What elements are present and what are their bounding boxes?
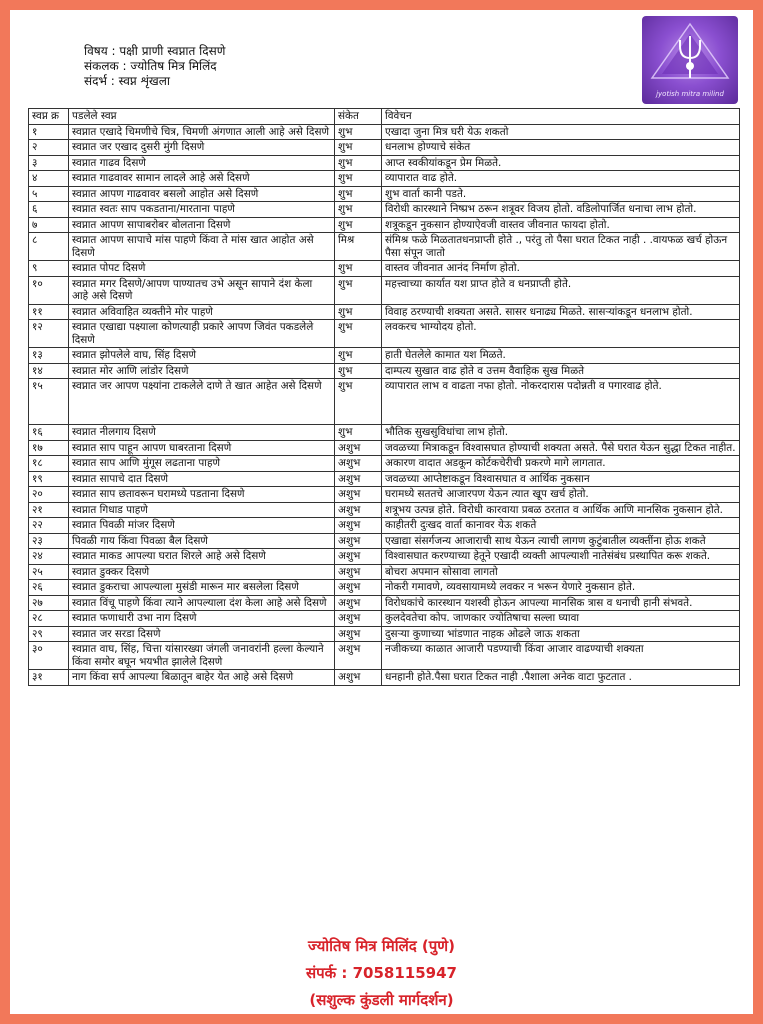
table-row [29,440,740,456]
table-row [29,564,740,580]
table-row [29,124,740,140]
sign-cell: मिश्र [335,233,382,261]
meaning-cell: भौतिक सुखसुविधांचा लाभ होतो. [382,425,740,441]
dream-cell: स्वप्नात गाढव दिसणे [69,155,335,171]
dream-cell: स्वप्नात पोपट दिसणे [69,261,335,277]
row-number: ३० [29,642,69,670]
dream-cell: स्वप्नात अविवाहित व्यक्तीने मोर पाहणे [69,304,335,320]
meaning-cell: नोकरी गमावणे, व्यवसायामध्ये लवकर न भरून येणारे नुकसान होते. [382,580,740,596]
row-number: २० [29,487,69,503]
dream-cell: स्वप्नात नीलगाय दिसणे [69,425,335,441]
table-row [29,233,740,261]
table-row [29,549,740,565]
table-row [29,456,740,472]
footer-name: ज्योतिष मित्र मिलिंद (पुणे) [307,937,456,955]
dream-cell: स्वप्नात वाघ, सिंह, चित्ता यांसारख्या जंगली जनावरांनी हल्ला केल्याने किंवा समोर बघून भयभीत झालेले दिसणे [69,642,335,670]
meaning-cell: आप्त स्वकीयांकडून प्रेम मिळते. [382,155,740,171]
meaning-cell: व्यापारात वाढ होते. [382,171,740,187]
table-row [29,626,740,642]
table-row [29,471,740,487]
row-number: ५ [29,186,69,202]
row-number: ७ [29,217,69,233]
row-number: २५ [29,564,69,580]
meaning-cell: दुसऱ्या कुणाच्या भांडणात नाहक ओढले जाऊ शकता [382,626,740,642]
row-number: ४ [29,171,69,187]
dream-cell: स्वप्नात साप पाहून आपण घाबरताना दिसणे [69,440,335,456]
dream-table [28,108,740,686]
meaning-cell: शुभ वार्ता कानी पडते. [382,186,740,202]
sign-cell: अशुभ [335,456,382,472]
dream-cell: स्वप्नात पिवळी मांजर दिसणे [69,518,335,534]
table-row [29,217,740,233]
meaning-cell: शत्रूकडून नुकसान होण्याऐवजी वास्तव जीवनात फायदा होतो. [382,217,740,233]
row-number: २२ [29,518,69,534]
sign-cell: शुभ [335,320,382,348]
sign-cell: अशुभ [335,440,382,456]
meaning-cell: वास्तव जीवनात आनंद निर्माण होतो. [382,261,740,277]
table-row [29,533,740,549]
sign-cell: शुभ [335,202,382,218]
dream-cell: स्वप्नात मोर आणि लांडोर दिसणे [69,363,335,379]
sign-cell: अशुभ [335,626,382,642]
sign-cell: अशुभ [335,487,382,503]
row-number: २६ [29,580,69,596]
meaning-cell: नजीकच्या काळात आजारी पडण्याची किंवा आजार वाढण्याची शक्यता [382,642,740,670]
row-number: १६ [29,425,69,441]
dream-cell: स्वप्नात एखादे चिमणीचे चित्र, चिमणी अंगणात आली आहे असे दिसणे [69,124,335,140]
table-row [29,502,740,518]
table-row [29,379,740,425]
meaning-cell: जवळच्या मित्राकडून विश्वासघात होण्याची शक्यता असते. पैसे घरात येऊन सुद्धा टिकत नाहीत. [382,440,740,456]
row-number: २१ [29,502,69,518]
row-number: १८ [29,456,69,472]
meaning-cell: व्यापारात लाभ व वाढता नफा होतो. नोकरदारास पदोन्नती व पगारवाढ होते. [382,379,740,425]
sign-cell: अशुभ [335,642,382,670]
dream-cell: स्वप्नात झोपलेले वाघ, सिंह दिसणे [69,348,335,364]
header-meaning: विवेचन [382,109,740,125]
dream-cell: स्वप्नात माकड आपल्या घरात शिरले आहे असे दिसणे [69,549,335,565]
row-number: १२ [29,320,69,348]
table-row [29,642,740,670]
meaning-cell: अकारण वादात अडकून कोर्टकचेरीची प्रकरणे मागे लागतात. [382,456,740,472]
dream-cell: स्वप्नात डुक्कर दिसणे [69,564,335,580]
footer-service: (सशुल्क कुंडली मार्गदर्शन) [309,991,454,1009]
meaning-cell: धनहानी होते.पैसा घरात टिकत नाही .पैशाला अनेक वाटा फुटतात . [382,670,740,686]
sign-cell: शुभ [335,186,382,202]
document-header [84,44,225,89]
table-row [29,518,740,534]
meaning-cell: विश्वासघात करण्याच्या हेतूने एखादी व्यक्ती आपल्याशी नातेसंबंध प्रस्थापित करू शकते. [382,549,740,565]
meaning-cell: महत्त्वाच्या कार्यात यश प्राप्त होते व धनप्राप्ती होते. [382,276,740,304]
brand-logo [642,16,738,104]
row-number: २४ [29,549,69,565]
dream-cell: स्वप्नात जर आपण पक्ष्यांना टाकलेले दाणे ते खात आहेत असे दिसणे [69,379,335,425]
meaning-cell: दाम्पत्य सुखात वाढ होते व उत्तम वैवाहिक सुख मिळते [382,363,740,379]
subject-line: विषय : पक्षी प्राणी स्वप्नात दिसणे [84,44,226,58]
sign-cell: अशुभ [335,611,382,627]
table-row [29,595,740,611]
dream-cell: स्वप्नात जर एखाद दुसरी मुंगी दिसणे [69,140,335,156]
meaning-cell: विवाह ठरण्याची शक्यता असते. सासर धनाढ्य मिळते. सासऱ्यांकडून धनलाभ होतो. [382,304,740,320]
header-dream: पडलेले स्वप्न [69,109,335,125]
meaning-cell: विरोधी कारस्थाने निष्प्रभ ठरून शत्रूवर विजय होतो. वडिलोपार्जित धनाचा लाभ होतो. [382,202,740,218]
meaning-cell: हाती घेतलेले कामात यश मिळते. [382,348,740,364]
dream-cell: स्वप्नात जर सरडा दिसणे [69,626,335,642]
meaning-cell: संमिश्र फळे मिळतातधनप्राप्ती होते ., परंतु तो पैसा घरात टिकत नाही . .वायफळ खर्च होऊन पैसा संपून जातो [382,233,740,261]
meaning-cell: एखाद्या संसर्गजन्य आजाराची साथ येऊन त्याची लागण कुटुंबातील व्यक्तींना होऊ शकते [382,533,740,549]
table-row [29,202,740,218]
row-number: ३ [29,155,69,171]
table-row [29,171,740,187]
sign-cell: अशुभ [335,502,382,518]
table-row [29,140,740,156]
row-number: २९ [29,626,69,642]
meaning-cell: एखादा जुना मित्र घरी येऊ शकतो [382,124,740,140]
sign-cell: शुभ [335,261,382,277]
row-number: ८ [29,233,69,261]
sign-cell: शुभ [335,425,382,441]
meaning-cell: शत्रूभय उत्पन्न होते. विरोधी कारवाया प्रबळ ठरतात व आर्थिक आणि मानसिक नुकसान होते. [382,502,740,518]
dream-cell: स्वप्नात गिधाड पाहणे [69,502,335,518]
sign-cell: अशुभ [335,549,382,565]
row-number: १७ [29,440,69,456]
row-number: १४ [29,363,69,379]
table-row [29,186,740,202]
row-number: २८ [29,611,69,627]
table-row [29,261,740,277]
sign-cell: अशुभ [335,595,382,611]
row-number: २ [29,140,69,156]
sign-cell: अशुभ [335,564,382,580]
meaning-cell: बोचरा अपमान सोसावा लागतो [382,564,740,580]
dream-cell: स्वप्नात साप छतावरून घरामध्ये पडताना दिसणे [69,487,335,503]
table-row [29,611,740,627]
sign-cell: शुभ [335,140,382,156]
meaning-cell: विरोधकांचे कारस्थान यशस्वी होऊन आपल्या मानसिक त्रास व धनाची हानी संभवते. [382,595,740,611]
dream-cell: स्वप्नात विंचू पाहणे किंवा त्याने आपल्याला दंश केला आहे असे दिसणे [69,595,335,611]
dream-cell: स्वप्नात डुकराचा आपल्याला मुसंडी मारून मार बसलेला दिसणे [69,580,335,596]
footer-contact: संपर्क : 7058115947 [306,964,457,982]
row-number: ६ [29,202,69,218]
meaning-cell: घरामध्ये सततचे आजारपण येऊन त्यात खूप खर्च होतो. [382,487,740,503]
table-row [29,320,740,348]
sign-cell: शुभ [335,171,382,187]
table-row [29,276,740,304]
sign-cell: शुभ [335,363,382,379]
sign-cell: अशुभ [335,471,382,487]
sign-cell: अशुभ [335,580,382,596]
logo-label: jyotish mitra milind [656,90,724,98]
dream-cell: स्वप्नात आपण गाढवावर बसलो आहोत असे दिसणे [69,186,335,202]
sign-cell: अशुभ [335,670,382,686]
dream-cell: स्वप्नात फणाधारी उभा नाग दिसणे [69,611,335,627]
reference-line: संदर्भ : स्वप्न शृंखला [84,74,170,88]
row-number: २३ [29,533,69,549]
sign-cell: शुभ [335,379,382,425]
table-row [29,363,740,379]
sign-cell: शुभ [335,304,382,320]
sign-cell: शुभ [335,155,382,171]
dream-cell: पिवळी गाय किंवा पिवळा बैल दिसणे [69,533,335,549]
meaning-cell: काहीतरी दुःखद वार्ता कानावर येऊ शकते [382,518,740,534]
sign-cell: शुभ [335,276,382,304]
dream-cell: स्वप्नात आपण सापाचे मांस पाहणे किंवा ते मांस खात आहोत असे दिसणे [69,233,335,261]
dream-cell: नाग किंवा सर्प आपल्या बिळातून बाहेर येत आहे असे दिसणे [69,670,335,686]
compiler-line: संकलक : ज्योतिष मित्र मिलिंद [84,59,217,73]
meaning-cell: जवळच्या आप्तेष्टाकडून विश्वासघात व आर्थिक नुकसान [382,471,740,487]
row-number: १९ [29,471,69,487]
table-header-row [29,109,740,125]
table-row [29,425,740,441]
table-row [29,155,740,171]
row-number: २७ [29,595,69,611]
dream-cell: स्वप्नात मगर दिसणे/आपण पाण्यातच उभे असून सापाने दंश केला आहे असे दिसणे [69,276,335,304]
table-row [29,580,740,596]
sign-cell: शुभ [335,348,382,364]
row-number: १ [29,124,69,140]
meaning-cell: कुलदेवतेचा कोप. जाणकार ज्योतिषाचा सल्ला घ्यावा [382,611,740,627]
table-row [29,304,740,320]
table-row [29,348,740,364]
sign-cell: शुभ [335,124,382,140]
row-number: ३१ [29,670,69,686]
dream-cell: स्वप्नात एखाद्या पक्ष्याला कोणत्याही प्रकारे आपण जिवंत पकडलेले दिसणे [69,320,335,348]
header-sign: संकेत [335,109,382,125]
table-row [29,670,740,686]
sign-cell: अशुभ [335,533,382,549]
dream-cell: स्वप्नात सापाचे दात दिसणे [69,471,335,487]
dream-cell: स्वप्नात स्वतः साप पकडताना/मारताना पाहणे [69,202,335,218]
header-no: स्वप्न क्र [29,109,69,125]
dream-cell: स्वप्नात आपण सापाबरोबर बोलताना दिसणे [69,217,335,233]
meaning-cell: लवकरच भाग्योदय होतो. [382,320,740,348]
row-number: ९ [29,261,69,277]
meaning-cell: धनलाभ होण्याचे संकेत [382,140,740,156]
dream-cell: स्वप्नात गाढवावर सामान लादले आहे असे दिसणे [69,171,335,187]
dream-cell: स्वप्नात साप आणि मुंगूस लढताना पाहणे [69,456,335,472]
row-number: ११ [29,304,69,320]
sign-cell: शुभ [335,217,382,233]
row-number: १५ [29,379,69,425]
sign-cell: अशुभ [335,518,382,534]
table-row [29,487,740,503]
row-number: १३ [29,348,69,364]
row-number: १० [29,276,69,304]
